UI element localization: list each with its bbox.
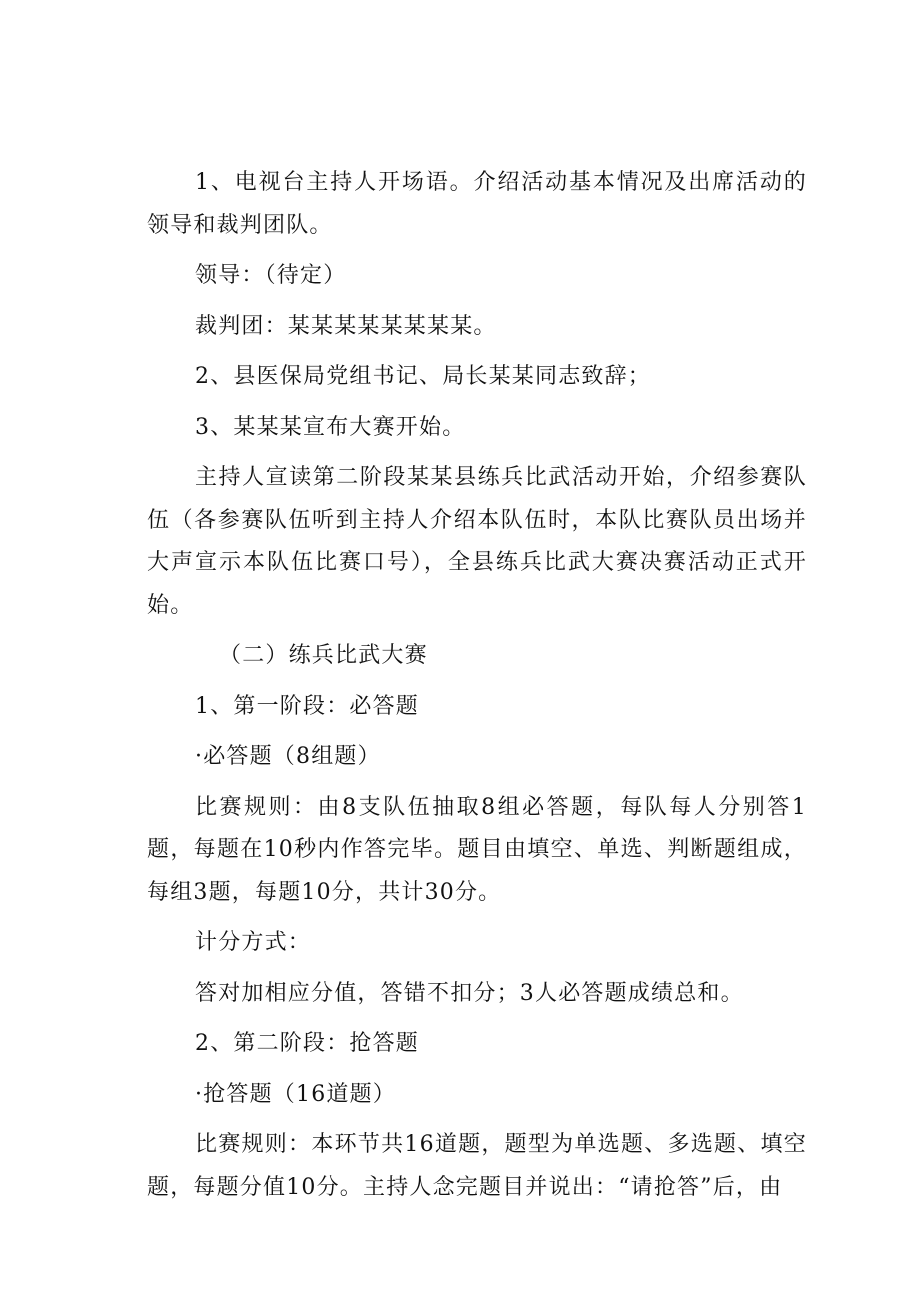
scoring-method-label: 计分方式： (195, 930, 312, 955)
paragraph-start-announcement: 3、某某某宣布大赛开始。 (195, 414, 466, 440)
section-heading-competition: （二）练兵比武大赛 (219, 643, 428, 668)
stage-one-heading: 1、第一阶段：必答题 (195, 693, 419, 719)
paragraph-judges: 裁判团：某某某某某某某某。 (195, 313, 497, 339)
paragraph-leaders: 领导：（待定） (195, 263, 347, 288)
paragraph-opening-remarks: 1、电视台主持人开场语。介绍活动基本情况及出席活动的领导和裁判团队。 (147, 170, 807, 238)
stage-two-heading: 2、第二阶段：抢答题 (195, 1031, 419, 1056)
paragraph-team-introduction: 主持人宣读第二阶段某某县练兵比武活动开始，介绍参赛队伍（各参赛队伍听到主持人介绍本队伍时，本队比赛队员出场并大声宣示本队伍比赛口号），全县练兵比武大赛决赛活动正式开始。 (147, 465, 807, 618)
paragraph-stage-one-scoring: 答对加相应分值，答错不扣分；3人必答题成绩总和。 (195, 980, 744, 1006)
paragraph-speech: 2、县医保局党组书记、局长某某同志致辞； (195, 364, 651, 389)
document-body (147, 162, 807, 1209)
paragraph-stage-two-rules: 比赛规则：本环节共16道题，题型为单选题、多选题、填空题，每题分值10分。主持人念完题目并说出：“请抢答”后，由 (147, 1132, 807, 1200)
buzzer-questions-item: ·抢答题（16道题） (195, 1081, 396, 1107)
required-questions-item: ·必答题（8组题） (195, 744, 381, 769)
paragraph-stage-one-rules: 比赛规则：由8支队伍抽取8组必答题，每队每人分别答1题，每题在10秒内作答完毕。题目由填空、单选、判断题组成，每组3题，每题10分，共计30分。 (147, 794, 807, 905)
